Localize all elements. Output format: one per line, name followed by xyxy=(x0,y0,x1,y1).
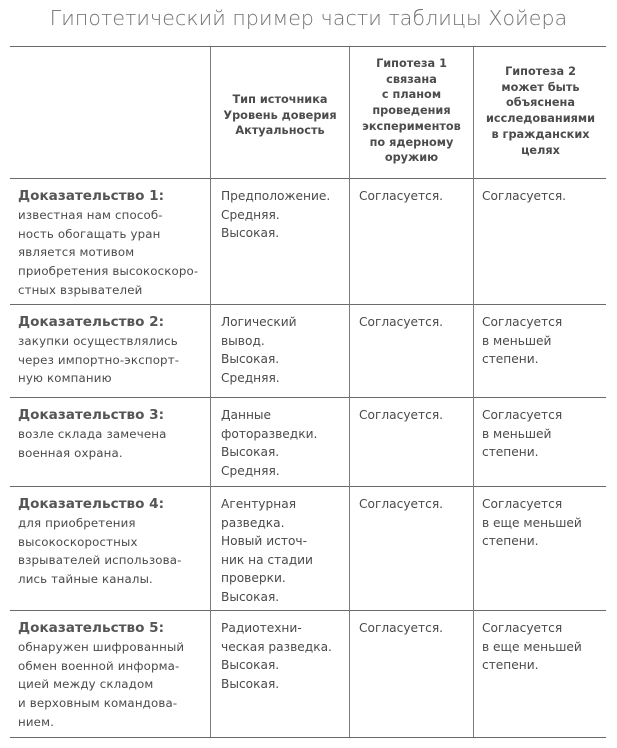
text-line: высокоскоростных xyxy=(18,534,138,549)
text-line: разведка. xyxy=(221,515,285,530)
text-line: объяснена xyxy=(506,96,575,110)
row-divider xyxy=(10,486,606,487)
text-line: исследованиями xyxy=(485,112,596,126)
evidence-cell xyxy=(18,187,208,300)
text-line: ную компанию xyxy=(18,371,112,386)
hypothesis-2-cell xyxy=(482,495,604,551)
source-cell xyxy=(221,187,347,243)
text-line: Согласуется xyxy=(482,315,563,329)
text-line: может быть xyxy=(501,80,580,94)
hypothesis-2-cell xyxy=(482,313,604,369)
text-line: известная нам способ- xyxy=(18,208,163,222)
text-line: Согласуется. xyxy=(359,497,444,511)
text-line: Данные xyxy=(221,408,272,422)
evidence-description xyxy=(18,206,208,300)
text-line: Средняя. xyxy=(221,207,280,222)
header-hypothesis-1 xyxy=(351,56,472,166)
text-line: оружию xyxy=(384,151,439,165)
hypothesis-2-cell xyxy=(482,406,604,462)
text-line: приобретения высокоскоро- xyxy=(18,264,199,279)
source-cell xyxy=(221,406,347,480)
hypothesis-1-cell xyxy=(359,619,471,638)
source-cell xyxy=(221,495,347,607)
text-line: в еще меньшей xyxy=(482,515,582,530)
text-line: по ядерному xyxy=(369,135,454,149)
text-line: Высокая. xyxy=(221,658,280,673)
text-line: вывод. xyxy=(221,333,265,348)
text-line: военная охрана. xyxy=(18,445,123,460)
text-line: экспериментов xyxy=(362,119,461,133)
source-cell xyxy=(221,313,347,387)
text-line: Высокая. xyxy=(221,445,280,460)
text-line: закупки осуществлялись xyxy=(18,334,178,348)
text-line: Средняя. xyxy=(221,370,280,385)
text-line: степени. xyxy=(482,352,539,367)
evidence-title: Доказательство 2: xyxy=(18,314,165,330)
column-divider xyxy=(473,47,474,737)
text-line: Высокая. xyxy=(221,589,280,604)
text-line: в гражданских xyxy=(491,127,590,141)
evidence-description xyxy=(18,514,208,589)
evidence-title: Доказательство 5: xyxy=(18,620,165,636)
text-line: Высокая. xyxy=(221,676,280,691)
text-line: связана xyxy=(386,72,437,86)
text-line: Средняя. xyxy=(221,463,280,478)
text-line: с планом xyxy=(381,88,442,102)
text-line: проверки. xyxy=(221,571,286,586)
text-line: ник на стадии xyxy=(221,552,313,567)
source-cell xyxy=(221,619,347,693)
evidence-cell xyxy=(18,406,208,462)
text-line: для приобретения xyxy=(18,516,136,530)
text-line: степени. xyxy=(482,534,539,549)
header-divider xyxy=(10,178,606,179)
row-divider xyxy=(10,610,606,611)
text-line: Тип источника xyxy=(232,93,328,106)
text-line: Радиотехни- xyxy=(221,621,302,635)
text-line: и верховным командова- xyxy=(18,696,178,711)
text-line: Согласуется xyxy=(482,621,563,635)
hypothesis-1-cell xyxy=(359,313,471,332)
evidence-title: Доказательство 1: xyxy=(18,188,165,204)
text-line: возле склада замечена xyxy=(18,427,167,441)
text-line: Логический xyxy=(221,315,297,329)
evidence-description xyxy=(18,638,208,732)
text-line: ность обогащать уран xyxy=(18,226,161,241)
hypothesis-1-cell xyxy=(359,495,471,514)
evidence-title: Доказательство 4: xyxy=(18,496,165,512)
page-title: Гипотетический пример части таблицы Хойера xyxy=(49,6,568,30)
text-line: взрывателей использова- xyxy=(18,553,182,568)
text-line: степени. xyxy=(482,658,539,673)
column-divider xyxy=(349,47,350,737)
text-line: Гипотеза 1 xyxy=(376,57,447,70)
text-line: Согласуется. xyxy=(359,315,444,329)
text-line: лись тайные каналы. xyxy=(18,572,153,587)
column-divider xyxy=(210,47,211,737)
text-line: целях xyxy=(521,143,560,157)
text-line: Актуальность xyxy=(235,124,325,138)
text-line: Согласуется xyxy=(482,497,563,511)
evidence-cell xyxy=(18,313,208,388)
evidence-description xyxy=(18,425,208,462)
text-line: Новый источ- xyxy=(221,534,307,549)
text-line: Высокая. xyxy=(221,226,280,241)
text-line: нием. xyxy=(18,714,55,729)
text-line: в меньшей xyxy=(482,333,552,348)
text-line: ческая разведка. xyxy=(221,639,332,654)
row-divider xyxy=(10,304,606,305)
text-line: обмен военной информа- xyxy=(18,658,180,673)
text-line: Гипотеза 2 xyxy=(505,65,576,78)
text-line: Согласуется. xyxy=(482,189,567,203)
text-line: проведения xyxy=(372,104,451,118)
table-bottom-border xyxy=(10,737,606,738)
header-hypothesis-2 xyxy=(475,64,606,158)
text-line: является мотивом xyxy=(18,245,135,260)
text-line: Согласуется. xyxy=(359,189,444,203)
hypothesis-2-cell xyxy=(482,187,604,206)
text-line: в еще меньшей xyxy=(482,639,582,654)
text-line: Уровень доверия xyxy=(223,108,337,122)
text-line: Высокая. xyxy=(221,352,280,367)
text-line: Агентурная xyxy=(221,497,297,511)
header-source-type xyxy=(212,92,348,139)
text-line: стных взрывателей xyxy=(18,282,143,297)
hypothesis-1-cell xyxy=(359,406,471,425)
text-line: степени. xyxy=(482,445,539,460)
text-line: Согласуется xyxy=(482,408,563,422)
table-top-border xyxy=(10,46,606,47)
text-line: Согласуется. xyxy=(359,621,444,635)
text-line: обнаружен шифрованный xyxy=(18,640,185,654)
text-line: в меньшей xyxy=(482,426,552,441)
text-line: Согласуется. xyxy=(359,408,444,422)
row-divider xyxy=(10,397,606,398)
text-line: через импортно-экспорт- xyxy=(18,352,180,367)
text-line: цией между складом xyxy=(18,677,154,692)
evidence-cell xyxy=(18,619,208,732)
text-line: фоторазведки. xyxy=(221,426,318,441)
evidence-cell xyxy=(18,495,208,589)
evidence-description xyxy=(18,332,208,388)
text-line: Предположение. xyxy=(221,189,331,203)
hypothesis-2-cell xyxy=(482,619,604,675)
evidence-title: Доказательство 3: xyxy=(18,407,165,423)
hypothesis-1-cell xyxy=(359,187,471,206)
